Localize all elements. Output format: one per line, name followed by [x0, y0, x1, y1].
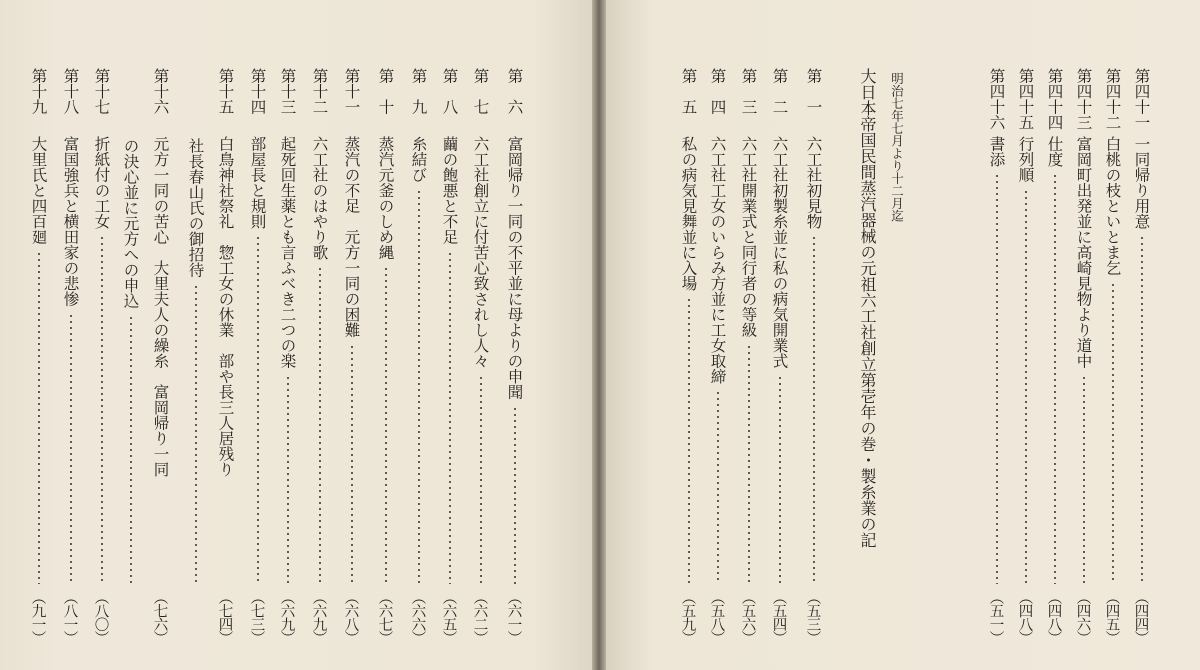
chapter-title: 起死回生薬とも言ふべき二つの楽 [278, 136, 297, 369]
toc-entry [1075, 68, 1095, 658]
chapter-title: 富岡帰り一同の不平並に母よりの申聞 [505, 136, 524, 400]
chapter-number: 第 四 [708, 68, 727, 115]
toc-entry [1046, 68, 1066, 658]
chapter-title: 蒸汽の不足 元方一同の困難 [342, 136, 361, 338]
page-number: （六七） [376, 590, 393, 644]
toc-entry [311, 68, 331, 658]
page-number: （七四） [216, 590, 233, 644]
toc-entry [988, 68, 1008, 658]
toc-entry [343, 68, 363, 658]
chapter-title-continued: 社長春山氏の御招待 [186, 138, 205, 278]
leader-dots [195, 284, 197, 585]
leader-dots [418, 189, 420, 585]
chapter-title: 白鳥神社祭礼 惣工女の休業 部や長三人居残り [216, 136, 235, 477]
chapter-title: 一同帰り用意 [1132, 136, 1151, 229]
leader-dots [287, 375, 289, 585]
toc-entry [506, 68, 526, 658]
chapter-title: 部屋長と規則 [248, 136, 267, 229]
chapter-number: 第四十二 [1103, 68, 1122, 130]
leader-dots [1025, 189, 1027, 585]
chapter-number: 第四十六 [987, 68, 1006, 130]
page-number: （四八） [1016, 590, 1033, 644]
chapter-title: 富岡町出発並に高崎見物より道中 [1074, 136, 1093, 369]
chapter-title: 六工社工女のいらみ方並に工女取締 [708, 136, 727, 384]
page-number: （五八） [708, 590, 725, 644]
chapter-title: 仕度 [1045, 136, 1064, 167]
toc-entry [62, 68, 82, 658]
chapter-number: 第十九 [29, 68, 48, 115]
chapter-title: 蒸汽元釜のしめ縄 [376, 136, 395, 260]
toc-entry [93, 68, 113, 658]
leader-dots [130, 315, 132, 585]
chapter-title-continued: の決心並に元方への申込 [121, 138, 140, 309]
leader-dots [514, 406, 516, 585]
chapter-number: 第四十五 [1016, 68, 1035, 130]
page-number: （六八） [342, 590, 359, 644]
chapter-number: 第 三 [739, 68, 758, 115]
toc-entry [441, 68, 461, 658]
chapter-title: 六工社初見物 [804, 136, 823, 229]
leader-dots [748, 344, 750, 585]
chapter-number: 第 一 [804, 68, 823, 115]
page-number: （四八） [1045, 590, 1062, 644]
page-number: （七三） [248, 590, 265, 644]
leader-dots [1054, 173, 1056, 584]
toc-entry [1104, 68, 1124, 658]
toc-entry [1133, 68, 1153, 658]
chapter-title: 私の病気見舞並に入場 [679, 136, 698, 291]
chapter-title: 六工社初製糸並に私の病気開業式 [770, 136, 789, 369]
toc-entry [472, 68, 492, 658]
leader-dots [813, 235, 815, 584]
page-number: （六一） [505, 590, 522, 644]
chapter-title: 繭の飽悪と不足 [440, 136, 459, 245]
page-number: （四五） [1103, 590, 1120, 644]
period-heading: 明治七年七月より十二月迄 [889, 72, 905, 222]
chapter-title: 書添 [987, 136, 1006, 167]
chapter-title: 糸結び [409, 136, 428, 183]
chapter-number: 第 九 [409, 68, 428, 115]
chapter-number: 第十一 [342, 68, 361, 115]
leader-dots [385, 266, 387, 584]
leader-dots [480, 375, 482, 585]
chapter-number: 第四十一 [1132, 68, 1151, 130]
page-number: （九一） [29, 590, 46, 644]
book-gutter [592, 0, 606, 670]
chapter-number: 第十二 [310, 68, 329, 115]
leader-dots [38, 251, 40, 585]
toc-entry [709, 68, 729, 658]
chapter-number: 第 五 [679, 68, 698, 115]
page-number: （四六） [1074, 590, 1091, 644]
page-number: （五九） [679, 590, 696, 644]
toc-entry [279, 68, 299, 658]
page-number: （六五） [440, 590, 457, 644]
leader-dots [351, 344, 353, 585]
leader-dots [257, 235, 259, 584]
leader-dots [688, 297, 690, 584]
page-number: （六九） [310, 590, 327, 644]
chapter-number: 第四十三 [1074, 68, 1093, 130]
leader-dots [449, 251, 451, 585]
toc-entry [30, 68, 50, 658]
leader-dots [1141, 235, 1143, 584]
toc-entry [805, 68, 825, 658]
chapter-title: 大里氏と四百廻 [29, 136, 48, 245]
chapter-number: 第 二 [770, 68, 789, 115]
chapter-title: 白桃の枝といとま乞 [1103, 136, 1122, 276]
chapter-number: 第 七 [471, 68, 490, 115]
page-number: （七六） [151, 590, 168, 644]
chapter-number: 第十七 [92, 68, 111, 115]
chapter-title: 行列順 [1016, 136, 1035, 183]
leader-dots [996, 173, 998, 584]
chapter-number: 第 六 [505, 68, 524, 115]
chapter-number: 第十八 [61, 68, 80, 115]
chapter-number: 第四十四 [1045, 68, 1064, 130]
chapter-title: 折紙付の工女 [92, 136, 111, 229]
chapter-title: 富国強兵と横田家の悲惨 [61, 136, 80, 307]
leader-dots [779, 375, 781, 585]
chapter-title: 元方一同の苦心 大里夫人の繰糸 富岡帰り一同 [151, 136, 170, 477]
toc-entry [680, 68, 700, 658]
toc-entry [740, 68, 760, 658]
leader-dots [101, 235, 103, 584]
chapter-title: 六工社のはやり歌 [310, 136, 329, 260]
toc-entry [1017, 68, 1037, 658]
page-number: （五一） [987, 590, 1004, 644]
toc-entry [771, 68, 791, 658]
toc-entry [249, 68, 269, 658]
page-number: （六六） [409, 590, 426, 644]
chapter-number: 第 十 [376, 68, 395, 115]
page-number: （五六） [739, 590, 756, 644]
page-number: （五四） [770, 590, 787, 644]
leader-dots [1083, 375, 1085, 585]
page-number: （六二） [471, 590, 488, 644]
page-number: （六九） [278, 590, 295, 644]
chapter-number: 第 八 [440, 68, 459, 115]
leader-dots [319, 266, 321, 584]
page-number: （八一） [61, 590, 78, 644]
chapter-number: 第十六 [151, 68, 170, 115]
page-number: （四四） [1132, 590, 1149, 644]
page-number: （五三） [804, 590, 821, 644]
chapter-title: 六工社開業式と同行者の等級 [739, 136, 758, 338]
toc-entry [152, 68, 172, 658]
toc-entry [217, 68, 237, 658]
chapter-number: 第十三 [278, 68, 297, 115]
leader-dots [1112, 282, 1114, 585]
chapter-number: 第十四 [248, 68, 267, 115]
volume-title: 大日本帝国民間蒸汽器械の元祖六工社創立第壱年の巻・製糸業の記 [858, 68, 877, 548]
chapter-number: 第十五 [216, 68, 235, 115]
leader-dots [717, 390, 719, 584]
toc-entry [377, 68, 397, 658]
leader-dots [70, 313, 72, 585]
chapter-title: 六工社創立に付苦心致されし人々 [471, 136, 490, 369]
toc-entry [410, 68, 430, 658]
page-number: （八〇） [92, 590, 109, 644]
